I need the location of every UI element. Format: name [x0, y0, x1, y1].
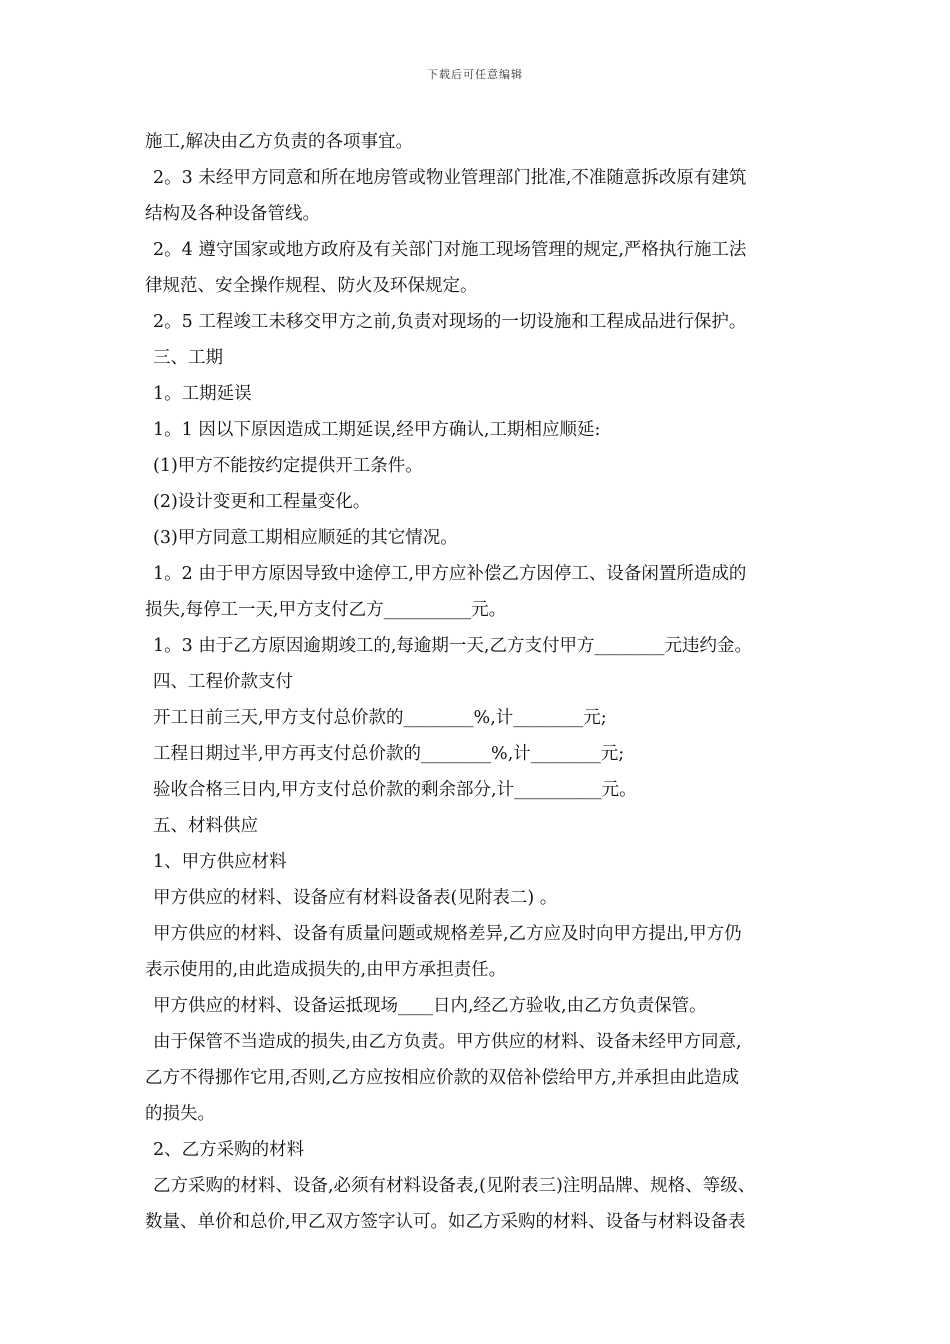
text-line: 1。1 因以下原因造成工期延误,经甲方确认,工期相应顺延: [153, 420, 601, 440]
text-line: 律规范、安全操作规程、防火及环保规定。 [145, 276, 478, 296]
text-line: 四、工程价款支付 [153, 672, 293, 692]
text-line: 五、材料供应 [153, 816, 258, 836]
text-line: 由于保管不当造成的损失,由乙方负责。甲方供应的材料、设备未经甲方同意, [153, 1032, 742, 1052]
text-line: 三、工期 [153, 348, 223, 368]
text-line: 施工,解决由乙方负责的各项事宜。 [145, 132, 414, 152]
text-line: 验收合格三日内,甲方支付总价款的剩余部分,计__________元。 [153, 780, 637, 800]
text-line: 2、乙方采购的材料 [153, 1140, 305, 1160]
text-line: 乙方采购的材料、设备,必须有材料设备表,(见附表三)注明品牌、规格、等级、 [153, 1176, 756, 1196]
text-line: 结构及各种设备管线。 [145, 204, 320, 224]
text-line: 甲方供应的材料、设备运抵现场____日内,经乙方验收,由乙方负责保管。 [153, 996, 707, 1016]
text-line: 2。3 未经甲方同意和所在地房管或物业管理部门批准,不准随意拆改原有建筑 [153, 168, 747, 188]
text-line: 乙方不得挪作它用,否则,乙方应按相应价款的双倍补偿给甲方,并承担由此造成 [145, 1068, 740, 1088]
text-line: 1。3 由于乙方原因逾期竣工的,每逾期一天,乙方支付甲方________元违约金。 [153, 636, 752, 656]
text-line: (3)甲方同意工期相应顺延的其它情况。 [153, 528, 458, 548]
text-line: 1。2 由于甲方原因导致中途停工,甲方应补偿乙方因停工、设备闲置所造成的 [153, 564, 747, 584]
text-line: 甲方供应的材料、设备有质量问题或规格差异,乙方应及时向甲方提出,甲方仍 [153, 924, 742, 944]
text-line: 损失,每停工一天,甲方支付乙方__________元。 [145, 600, 507, 620]
text-line: 2。4 遵守国家或地方政府及有关部门对施工现场管理的规定,严格执行施工法 [153, 240, 747, 260]
text-line: 数量、单价和总价,甲乙双方签字认可。如乙方采购的材料、设备与材料设备表 [145, 1212, 746, 1232]
page-header: 下载后可任意编辑 [427, 68, 523, 81]
text-line: 甲方供应的材料、设备应有材料设备表(见附表二) 。 [153, 888, 558, 908]
text-line: 1。工期延误 [153, 384, 252, 404]
text-line: 2。5 工程竣工未移交甲方之前,负责对现场的一切设施和工程成品进行保护。 [153, 312, 747, 332]
text-line: 开工日前三天,甲方支付总价款的________%,计________元; [153, 708, 607, 728]
text-line: 工程日期过半,甲方再支付总价款的________%,计________元; [153, 744, 625, 764]
text-line: 表示使用的,由此造成损失的,由甲方承担责任。 [145, 960, 507, 980]
text-line: 1、甲方供应材料 [153, 852, 287, 872]
document-body [145, 124, 825, 1240]
text-line: (2)设计变更和工程量变化。 [153, 492, 371, 512]
text-line: 的损失。 [145, 1104, 215, 1124]
text-line: (1)甲方不能按约定提供开工条件。 [153, 456, 423, 476]
